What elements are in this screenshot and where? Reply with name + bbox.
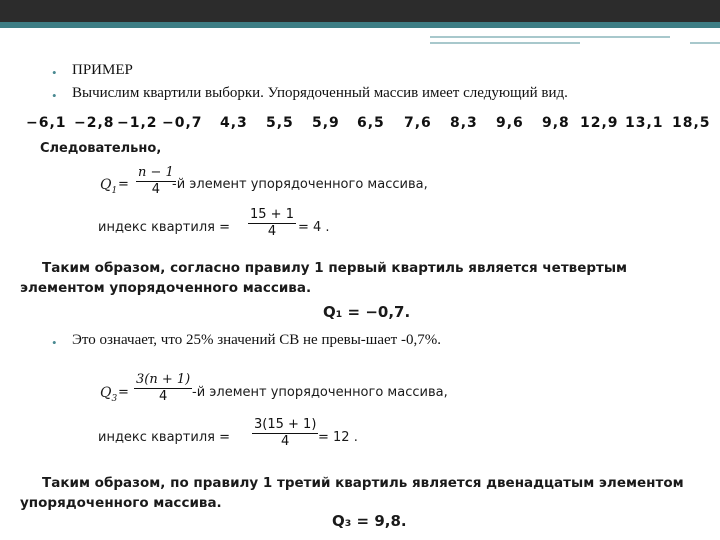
q3-index-denominator: 4 (281, 434, 290, 449)
q1-index-fraction (248, 207, 296, 240)
q3-fraction-denominator: 4 (158, 389, 168, 404)
q1-index-label: индекс квартиля = (98, 220, 230, 235)
array-value: 9,8 (542, 115, 570, 131)
q1-index-result: = 4 . (298, 220, 330, 235)
bullet-example: ПРИМЕР (72, 62, 133, 78)
q1-index-numerator: 15 + 1 (250, 207, 294, 222)
q3-equals: = (118, 385, 129, 400)
bullet-compute-quartiles: Вычислим квартили выборки. Упорядоченный массив имеет следующий вид. (72, 85, 568, 101)
q1-equals: = (118, 177, 129, 192)
q3-index-numerator: 3(15 + 1) (254, 417, 317, 432)
array-value: 13,1 (625, 115, 664, 131)
bullet-interpretation: Это означает, что 25% значений СВ не превы-шает -0,7%. (72, 332, 441, 348)
slide-top-bar (0, 0, 720, 22)
bullet-marker: • (52, 88, 57, 103)
therefore-label: Следовательно, (40, 141, 162, 156)
q1-fraction-denominator: 4 (151, 182, 161, 197)
q1-index-denominator: 4 (267, 224, 277, 239)
array-value: 7,6 (404, 115, 432, 131)
array-value: −2,8 (74, 115, 115, 131)
bullet-marker: • (52, 335, 57, 350)
accent-line-3 (690, 42, 720, 44)
q3-index-fraction (252, 417, 318, 450)
q3-fraction-numerator: 3(n + 1) (136, 372, 191, 387)
bullet-marker: • (52, 65, 57, 80)
q3-result: Q₃ = 9,8. (332, 512, 407, 530)
array-value: 6,5 (357, 115, 385, 131)
q1-formula-tail: -й элемент упорядоченного массива, (172, 177, 428, 192)
array-value: −0,7 (162, 115, 203, 131)
array-value: 5,5 (266, 115, 294, 131)
accent-line-2 (430, 42, 580, 44)
q1-formula-lhs: $Q_1$ (100, 177, 118, 196)
q1-fraction-numerator: n − 1 (138, 165, 174, 180)
q3-index-result: = 12 . (318, 430, 358, 445)
slide-accent-stripe (0, 22, 720, 28)
q3-index-label: индекс квартиля = (98, 430, 230, 445)
array-value: 18,5 (672, 115, 711, 131)
q3-formula-lhs: $Q_3$ (100, 385, 118, 404)
q1-conclusion: Таким образом, согласно правилу 1 первый квартиль является четвертым элементом упорядоченного массива. (20, 260, 628, 296)
accent-line-1 (430, 36, 670, 38)
array-value: −6,1 (26, 115, 67, 131)
q3-conclusion: Таким образом, по правилу 1 третий квартиль является двенадцатым элементом упорядоченного массива. (20, 475, 684, 511)
array-value: 5,9 (312, 115, 340, 131)
array-value: 9,6 (496, 115, 524, 131)
array-value: 12,9 (580, 115, 619, 131)
array-value: 8,3 (450, 115, 478, 131)
array-value: −1,2 (117, 115, 158, 131)
q3-formula-tail: -й элемент упорядоченного массива, (192, 385, 448, 400)
array-value: 4,3 (220, 115, 248, 131)
q1-result: Q₁ = −0,7. (323, 303, 411, 321)
q1-fraction (136, 165, 176, 198)
q3-fraction (134, 372, 192, 405)
